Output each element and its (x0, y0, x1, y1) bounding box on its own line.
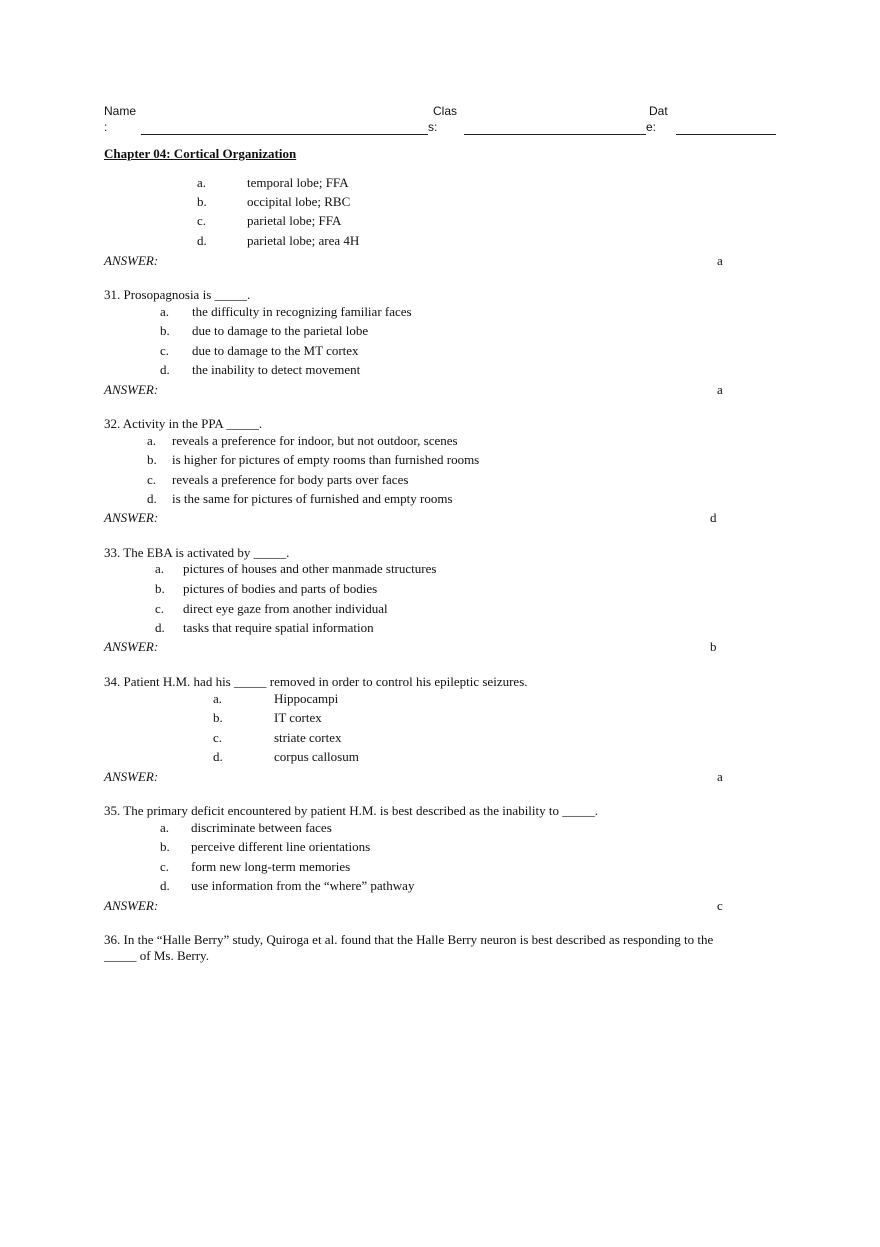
option-letter: c. (160, 859, 170, 874)
option-text: is higher for pictures of empty rooms than furnished rooms (172, 452, 480, 467)
option-letter: b. (147, 452, 157, 467)
answer-label: ANSWER: (104, 639, 159, 654)
option-letter: b. (160, 323, 170, 338)
option-letter: d. (197, 233, 207, 248)
option-text: use information from the “where” pathway (191, 878, 415, 893)
name-field-line[interactable] (141, 134, 428, 135)
date-field-line[interactable] (676, 134, 776, 135)
option-text: perceive different line orientations (191, 839, 371, 854)
question-text: 31. Prosopagnosia is _____. (104, 287, 251, 302)
class-field-line[interactable] (464, 134, 646, 135)
option-text: reveals a preference for indoor, but not outdoor, scenes (172, 433, 458, 448)
option-letter: d. (147, 491, 157, 506)
option-text: striate cortex (274, 730, 342, 745)
option-text: IT cortex (274, 710, 322, 725)
answer-label: ANSWER: (104, 382, 159, 397)
option-letter: a. (213, 691, 223, 706)
option-letter: b. (155, 581, 165, 596)
option-letter: c. (197, 213, 207, 228)
option-letter: a. (160, 304, 170, 319)
option-letter: d. (160, 878, 170, 893)
answer-label: ANSWER: (104, 253, 159, 268)
answer-value: c (717, 898, 723, 913)
answer-value: a (717, 382, 723, 397)
option-text: reveals a preference for body parts over faces (172, 472, 409, 487)
option-letter: a. (160, 820, 170, 835)
option-text: tasks that require spatial information (183, 620, 374, 635)
answer-label: ANSWER: (104, 769, 159, 784)
option-text: occipital lobe; RBC (247, 194, 351, 209)
option-text: due to damage to the MT cortex (192, 343, 359, 358)
option-letter: c. (155, 601, 165, 616)
question-36-line2: _____ of Ms. Berry. (104, 948, 209, 963)
option-text: form new long-term memories (191, 859, 351, 874)
option-text: the difficulty in recognizing familiar faces (192, 304, 412, 319)
class-label: Clas (433, 104, 458, 118)
option-letter: c. (213, 730, 223, 745)
question-text: 33. The EBA is activated by _____. (104, 545, 290, 560)
option-text: direct eye gaze from another individual (183, 601, 388, 616)
answer-value: a (717, 253, 723, 268)
option-letter: c. (147, 472, 157, 487)
option-text: Hippocampi (274, 691, 339, 706)
option-letter: d. (155, 620, 165, 635)
answer-label: ANSWER: (104, 898, 159, 913)
option-text: is the same for pictures of furnished and empty rooms (172, 491, 453, 506)
option-text: due to damage to the parietal lobe (192, 323, 369, 338)
answer-value: b (710, 639, 717, 654)
option-letter: b. (160, 839, 170, 854)
question-text: 35. The primary deficit encountered by patient H.M. is best described as the inability to _____. (104, 803, 598, 818)
option-text: pictures of houses and other manmade structures (183, 561, 437, 576)
class-colon: s: (428, 120, 438, 134)
option-letter: a. (147, 433, 157, 448)
date-colon: e: (646, 120, 657, 134)
answer-value: a (717, 769, 723, 784)
question-text: 34. Patient H.M. had his _____ removed in order to control his epileptic seizures. (104, 674, 528, 689)
option-letter: d. (213, 749, 223, 764)
name-colon: : (104, 120, 108, 134)
option-letter: b. (197, 194, 207, 209)
question-text: 32. Activity in the PPA _____. (104, 416, 263, 431)
chapter-title: Chapter 04: Cortical Organization (104, 146, 297, 161)
option-letter: a. (155, 561, 165, 576)
date-label: Dat (649, 104, 668, 118)
option-text: discriminate between faces (191, 820, 332, 835)
option-text: corpus callosum (274, 749, 359, 764)
option-letter: c. (160, 343, 170, 358)
question-36-line1: 36. In the “Halle Berry” study, Quiroga et al. found that the Halle Berry neuron is best described as responding to the (104, 932, 714, 947)
option-text: temporal lobe; FFA (247, 175, 349, 190)
option-letter: a. (197, 175, 207, 190)
answer-label: ANSWER: (104, 510, 159, 525)
option-letter: d. (160, 362, 170, 377)
answer-value: d (710, 510, 717, 525)
name-label: Name (104, 104, 137, 118)
option-letter: b. (213, 710, 223, 725)
option-text: parietal lobe; FFA (247, 213, 342, 228)
option-text: parietal lobe; area 4H (247, 233, 360, 248)
option-text: pictures of bodies and parts of bodies (183, 581, 378, 596)
option-text: the inability to detect movement (192, 362, 361, 377)
